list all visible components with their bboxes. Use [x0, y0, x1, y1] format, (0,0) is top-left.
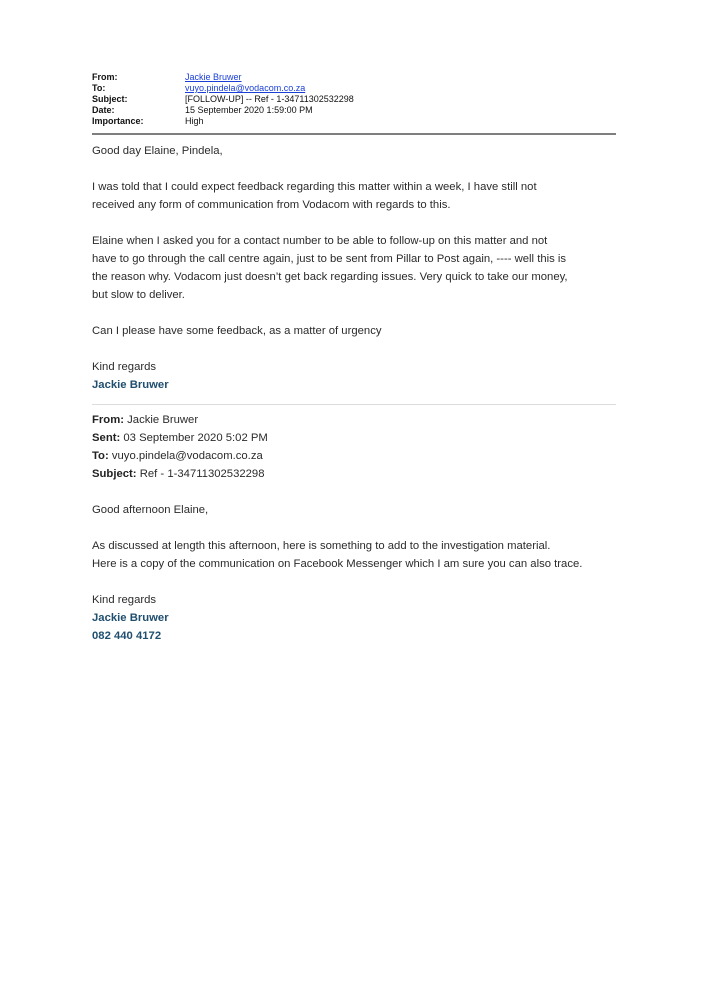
fw-signature-phone: 082 440 4172 — [92, 630, 162, 642]
closing: Kind regards — [92, 361, 157, 373]
forwarded-message — [92, 411, 616, 645]
to-link[interactable]: vuyo.pindela@vodacom.co.za — [185, 83, 306, 93]
header-subject-row — [92, 94, 616, 105]
from-label: From: — [92, 72, 118, 82]
fw-greeting: Good afternoon Elaine, — [92, 504, 209, 516]
fw-from-value: Jackie Bruwer — [124, 414, 199, 426]
fw-subject-label: Subject: — [92, 468, 137, 480]
email-header — [92, 72, 616, 127]
date-label: Date: — [92, 105, 115, 115]
fw-paragraph-line-1: As discussed at length this afternoon, here is something to add to the investigation material. — [92, 540, 551, 552]
forward-divider — [92, 404, 616, 405]
date-value: 15 September 2020 1:59:00 PM — [185, 105, 313, 115]
header-to-row — [92, 83, 616, 94]
from-link[interactable]: Jackie Bruwer — [185, 72, 242, 82]
to-label: To: — [92, 83, 106, 93]
fw-sent-line — [92, 429, 616, 447]
fw-from-line — [92, 411, 616, 429]
fw-from-label: From: — [92, 414, 125, 426]
fw-to-line — [92, 447, 616, 465]
paragraph-2-line-4: but slow to deliver. — [92, 289, 185, 301]
message-body — [92, 142, 616, 394]
signature-name: Jackie Bruwer — [92, 379, 169, 391]
subject-label: Subject: — [92, 94, 128, 104]
fw-closing: Kind regards — [92, 594, 157, 606]
importance-value: High — [185, 116, 204, 126]
importance-label: Importance: — [92, 116, 144, 126]
paragraph-1-line-1: I was told that I could expect feedback regarding this matter within a week, I have still not — [92, 181, 537, 193]
subject-value: [FOLLOW-UP] -- Ref - 1-34711302532298 — [185, 94, 354, 104]
header-divider — [92, 133, 616, 135]
fw-signature-name: Jackie Bruwer — [92, 612, 169, 624]
fw-sent-label: Sent: — [92, 432, 121, 444]
header-importance-row — [92, 116, 616, 127]
paragraph-2-line-1: Elaine when I asked you for a contact number to be able to follow-up on this matter and not — [92, 235, 548, 247]
paragraph-1-line-2: received any form of communication from Vodacom with regards to this. — [92, 199, 451, 211]
paragraph-3: Can I please have some feedback, as a matter of urgency — [92, 325, 382, 337]
paragraph-2-line-3: the reason why. Vodacom just doesn’t get back regarding issues. Very quick to take our money, — [92, 271, 568, 283]
fw-subject-value: Ref - 1-34711302532298 — [136, 468, 265, 480]
fw-paragraph-line-2: Here is a copy of the communication on Facebook Messenger which I am sure you can also trace. — [92, 558, 583, 570]
greeting: Good day Elaine, Pindela, — [92, 145, 223, 157]
fw-subject-line — [92, 465, 616, 483]
header-from-row — [92, 72, 616, 83]
fw-to-value: vuyo.pindela@vodacom.co.za — [108, 450, 263, 462]
header-date-row — [92, 105, 616, 116]
fw-sent-value: 03 September 2020 5:02 PM — [120, 432, 268, 444]
paragraph-2-line-2: have to go through the call centre again, just to be sent from Pillar to Post again, ---- well this is — [92, 253, 567, 265]
email-document — [92, 72, 616, 645]
fw-to-label: To: — [92, 450, 109, 462]
